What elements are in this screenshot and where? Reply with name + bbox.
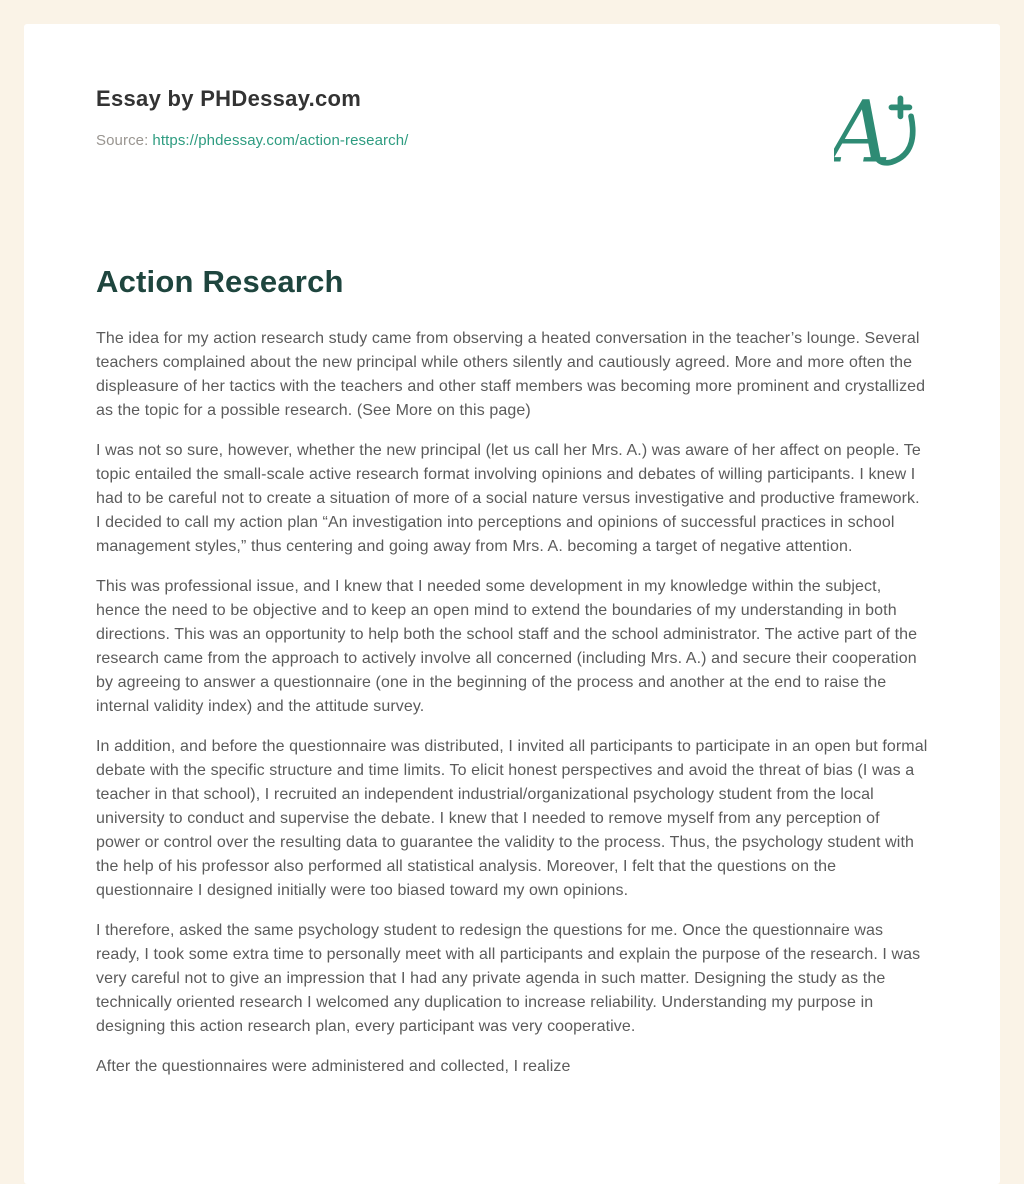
essay-paragraph-1: The idea for my action research study came from observing a heated conversation in the teacher’s lounge. Several teachers complained about the new principal while others silently and cautiously agreed. More and more often the displeasure of her tactics with the teachers and other staff members was becoming more prominent and crystallized as the topic for a possible research. (See More on this page) [96, 330, 926, 419]
svg-text:A: A [834, 83, 891, 176]
essay-paragraph-4: In addition, and before the questionnaire was distributed, I invited all participants to participate in an open but formal debate with the specific structure and time limits. To elicit honest perspectives and avoid the threat of bias (I was a teacher in that school), I recruited an independent industrial/organizational psychology student from the local university to conduct and supervise the debate. I knew that I needed to remove myself from any perception of power or control over the resulting data to guarantee the validity to the process. Thus, the psychology student with the help of his professor also performed all statistical analysis. Moreover, I felt that the questions on the questionnaire I designed initially were too biased toward my own opinions. [96, 738, 928, 899]
source-label: Source: [96, 132, 149, 149]
source-link[interactable]: https://phdessay.com/action-research/ [152, 132, 409, 149]
essay-paragraph-2: I was not so sure, however, whether the new principal (let us call her Mrs. A.) was aware of her affect on people. Te topic entailed the small-scale active research format involving opinions and debates of willing participants. I knew I had to be careful not to create a situation of more of a social nature versus investigative and productive framework. I decided to call my action plan “An investigation into perceptions and opinions of successful practices in school management styles,” thus centering and going away from Mrs. A. becoming a target of negative attention. [96, 442, 921, 555]
essay-paragraph-6: After the questionnaires were administered and collected, I realize [96, 1058, 571, 1075]
essay-body [96, 327, 928, 1079]
essay-paragraph-3: This was professional issue, and I knew that I needed some development in my knowledge within the subject, hence the need to be objective and to keep an open mind to extend the boundaries of my understanding in both directions. This was an opportunity to help both the school staff and the school administrator. The active part of the research came from the approach to actively involve all concerned (including Mrs. A.) and secure their cooperation by agreeing to answer a questionnaire (one in the beginning of the process and another at the end to raise the internal validity index) and the attitude survey. [96, 578, 918, 715]
phdessay-a-plus-logo-icon [834, 82, 926, 176]
header-text-block [96, 82, 408, 149]
site-title: Essay by PHDessay.com [96, 86, 362, 111]
card-header [96, 82, 928, 176]
essay-title: Action Research [96, 264, 344, 299]
source-line [96, 132, 408, 149]
essay-paragraph-5: I therefore, asked the same psychology student to redesign the questions for me. Once the questionnaire was ready, I took some extra time to personally meet with all participants and explain the purpose of the research. I was very careful not to give an impression that I had any private agenda in such matter. Designing the study as the technically oriented research I welcomed any duplication to increase reliability. Understanding my purpose in designing this action research plan, every participant was very cooperative. [96, 922, 921, 1035]
essay-card [24, 24, 1000, 1184]
